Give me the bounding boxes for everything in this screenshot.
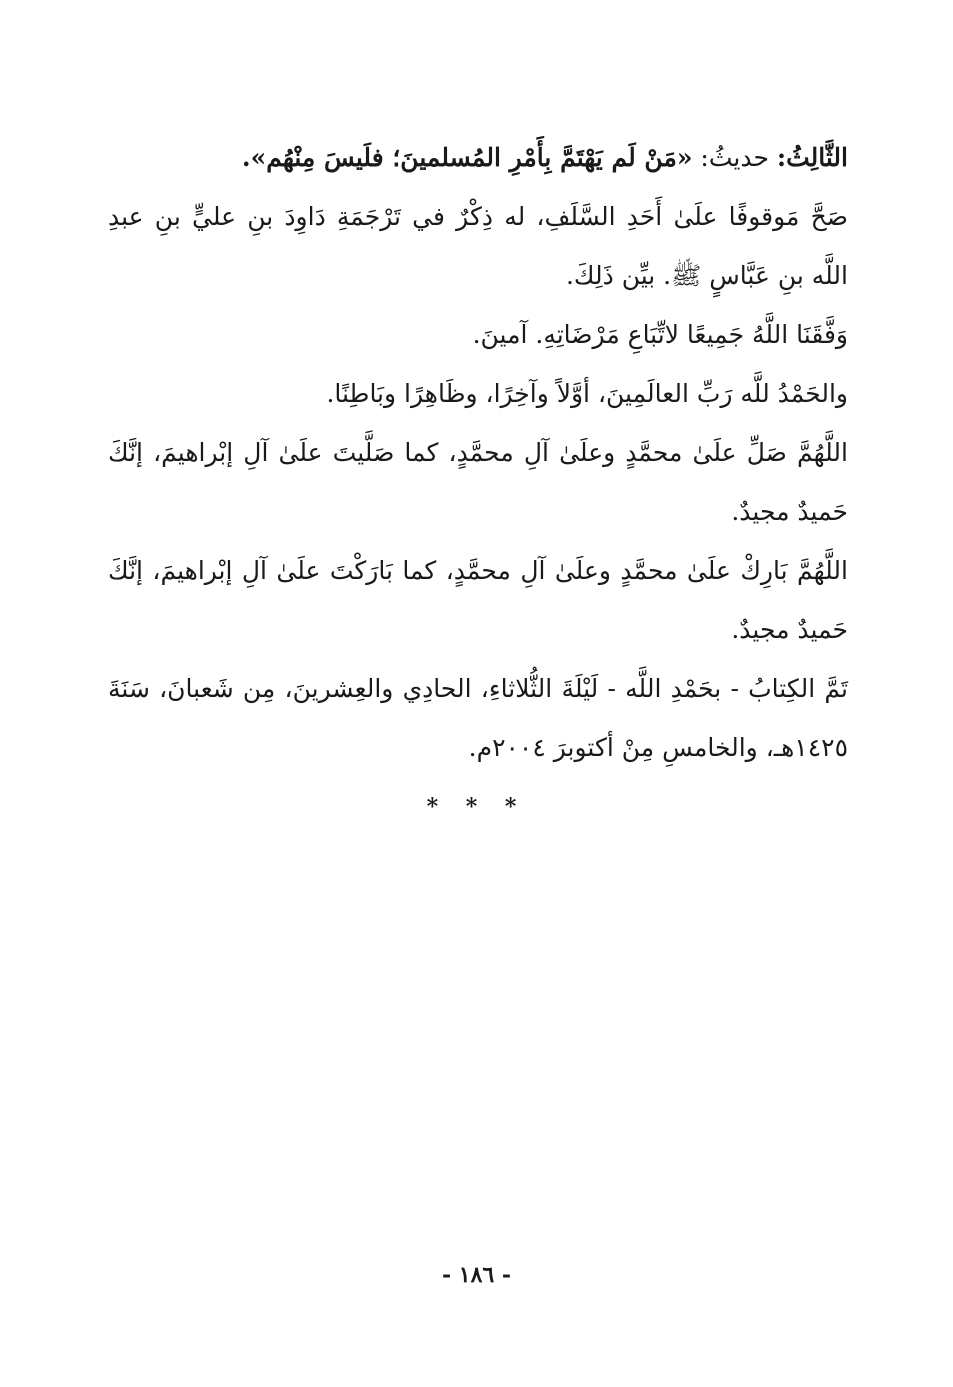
hadith-quote: «مَنْ لَم يَهْتَمَّ بِأَمْرِ المُسلمينَ؛ فلَيسَ مِنْهُم». (241, 143, 693, 172)
paragraph-dua: وَفَّقَنَا اللَّهُ جَمِيعًا لاتِّبَاعِ مَرْضَاتِهِ. آمينَ. (472, 320, 848, 349)
paragraph-blessing: اللَّهُمَّ بَارِكْ علَىٰ محمَّدٍ وعلَىٰ آلِ محمَّدٍ، كما بَارَكْتَ علَىٰ آلِ إبْراهيمَ، إنَّكَ حَميدٌ مجيدٌ. (108, 556, 848, 644)
paragraph-praise: والحَمْدُ للَّه رَبِّ العالَمِينَ، أوَّلاً وآخِرًا، وظَاهِرًا وبَاطِنًا. (326, 379, 848, 408)
lead-text: حديثُ: (692, 143, 777, 172)
paragraph-authentication: صَحَّ مَوقوفًا علَىٰ أَحَدِ السَّلَفِ، له ذِكْرٌ في تَرْجَمَةِ دَاوِدَ بنِ عليٍّ بنِ عبدِ اللَّه بنِ عَبَّاسٍ ﷺ. بيِّن ذَلِكَ. (108, 202, 848, 290)
page-number: - ١٨٦ - (441, 1262, 512, 1288)
paragraph-salawat: اللَّهُمَّ صَلِّ علَىٰ محمَّدٍ وعلَىٰ آلِ محمَّدٍ، كما صَلَّيتَ علَىٰ آلِ إبْراهيمَ، إنَّكَ حَميدٌ مجيدٌ. (108, 438, 848, 526)
paragraph-third-hadith (108, 128, 848, 187)
paragraph-colophon: تَمَّ الكِتابُ - بحَمْدِ اللَّه - لَيْلَةَ الثُّلاثاءِ، الحادِي والعِشرينَ، مِن شَعبانَ، سَنَةَ ١٤٢٥هـ، والخامسِ مِنْ أكتوبرَ ٢٠٠٤م. (108, 674, 848, 762)
section-separator: * * * (426, 794, 527, 820)
body-text (108, 128, 848, 777)
section-label: الثَّالِثُ: (776, 143, 848, 172)
